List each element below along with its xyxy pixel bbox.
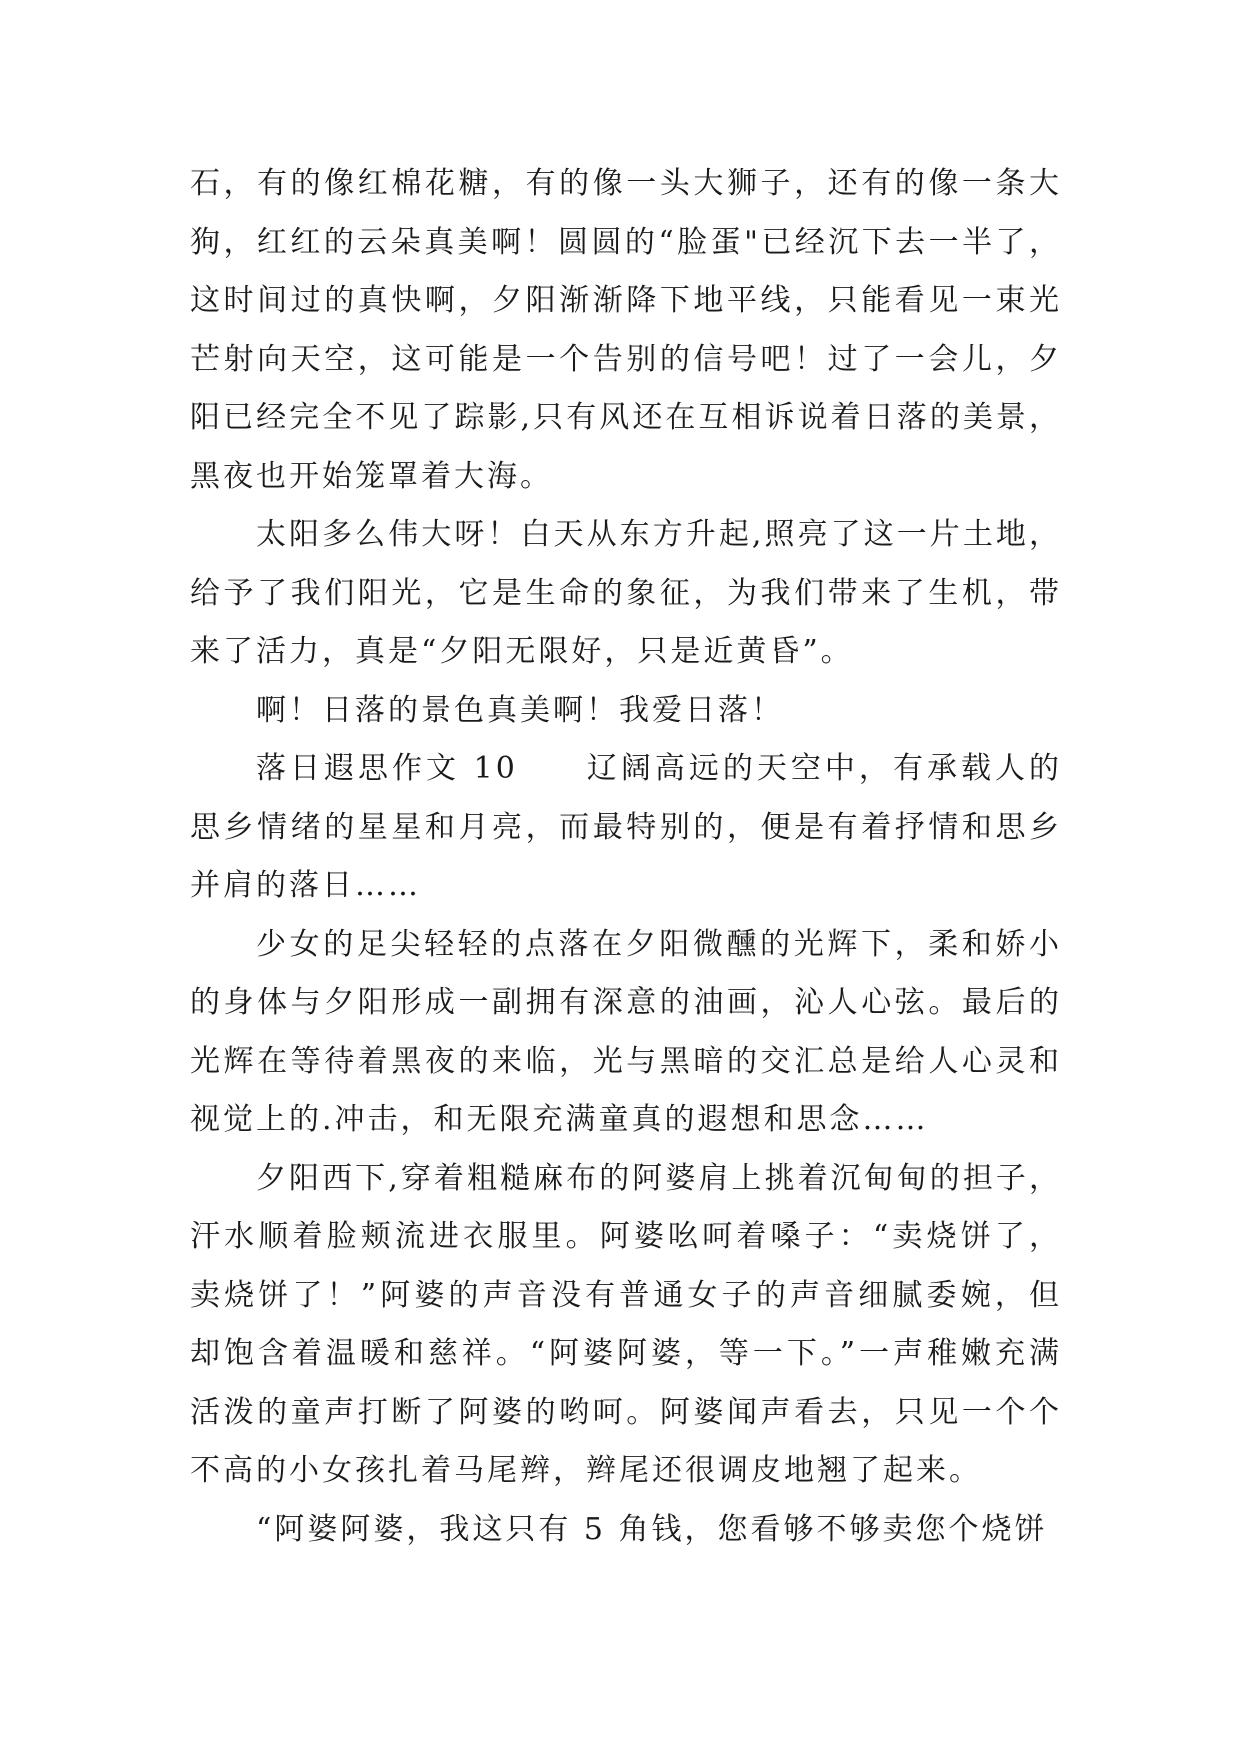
paragraph-7: “阿婆阿婆，我这只有 5 角钱，您看够不够卖您个烧饼 — [256, 1511, 1048, 1547]
paragraph-2: 太阳多么伟大呀！白天从东方升起,照亮了这一片土地，给予了我们阳光，它是生命的象征，为我们带来了生机，带来了活力，真是“夕阳无限好，只是近黄昏”。 — [190, 517, 1062, 669]
paragraph-4: 落日遐思作文 10 辽阔高远的天空中，有承载人的思乡情绪的星星和月亮，而最特别的，便是有着抒情和思乡并肩的落日…… — [190, 751, 1062, 903]
paragraph-5: 少女的足尖轻轻的点落在夕阳微醺的光辉下，柔和娇小的身体与夕阳形成一副拥有深意的油画，沁人心弦。最后的光辉在等待着黑夜的来临，光与黑暗的交汇总是给人心灵和视觉上的.冲击，和无限充满童真的遐想和思念…… — [190, 926, 1062, 1137]
paragraph-6: 夕阳西下,穿着粗糙麻布的阿婆肩上挑着沉甸甸的担子，汗水顺着脸颊流进衣服里。阿婆吆呵着嗓子：“卖烧饼了，卖烧饼了！”阿婆的声音没有普通女子的声音细腻委婉，但却饱含着温暖和慈祥。“阿婆阿婆，等一下。”一声稚嫩充满活泼的童声打断了阿婆的哟呵。阿婆闻声看去，只见一个个不高的小女孩扎着马尾辫，辫尾还很调皮地翘了起来。 — [190, 1160, 1062, 1488]
paragraph-3: 啊！日落的景色真美啊！我爱日落！ — [256, 692, 784, 728]
essay-text-body — [190, 155, 1062, 1559]
paragraph-1: 石，有的像红棉花糖，有的像一头大狮子，还有的像一条大狗，红红的云朵真美啊！圆圆的“脸蛋"已经沉下去一半了，这时间过的真快啊，夕阳渐渐降下地平线，只能看见一束光芒射向天空，这可能是一个告别的信号吧！过了一会儿，夕阳已经完全不见了踪影,只有风还在互相诉说着日落的美景，黑夜也开始笼罩着大海。 — [190, 166, 1062, 494]
